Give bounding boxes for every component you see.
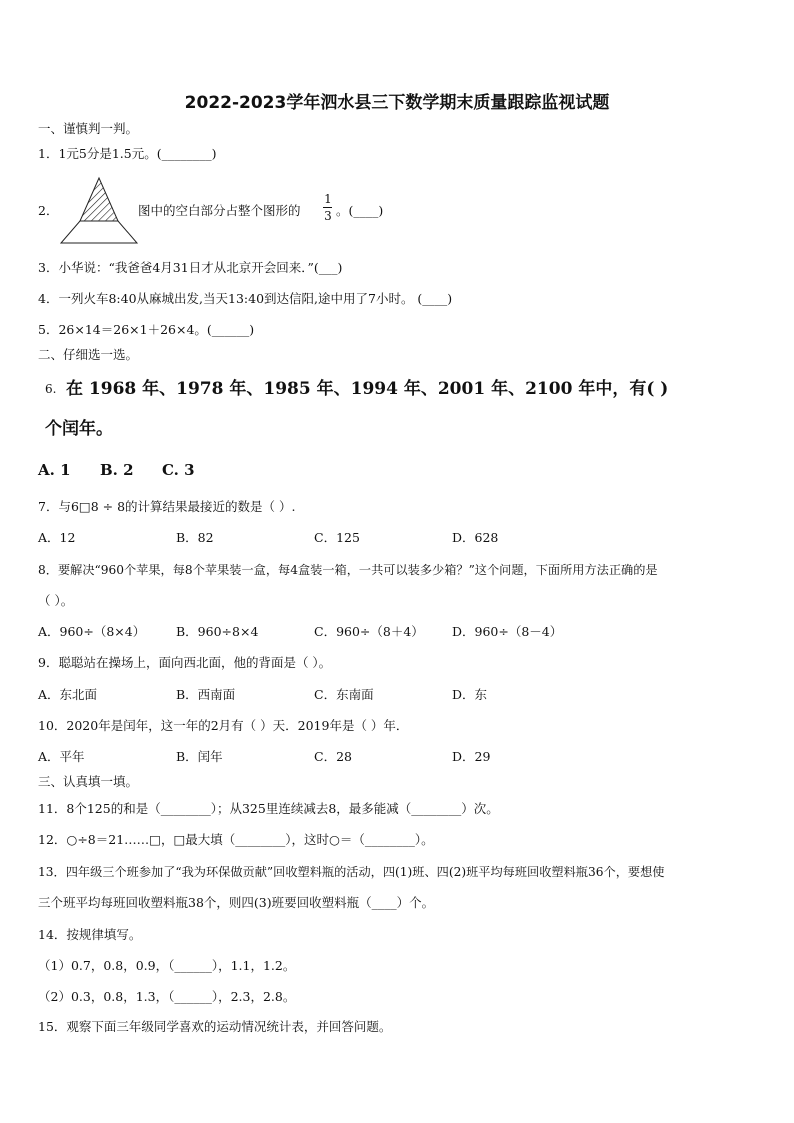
fraction-bar (323, 207, 332, 208)
triangle-figure (58, 176, 140, 246)
q7-option-d: D．628 (452, 530, 499, 545)
q6-option-c: C. 3 (162, 461, 195, 479)
q8-option-c: C．960÷（8＋4） (314, 624, 424, 639)
question-10: 10．2020年是闰年，这一年的2月有（ ）天．2019年是（ ）年． (38, 718, 409, 733)
question-13-line-1: 13．四年级三个班参加了“我为环保做贡献”回收塑料瓶的活动，四(1)班、四(2)班平均每班回收塑料瓶36个，要想使 (38, 865, 665, 879)
q7-option-a: A．12 (38, 530, 76, 545)
q7-option-b: B．82 (176, 530, 214, 545)
q10-option-a: A．平年 (38, 749, 85, 764)
question-5: 5．26×14＝26×1＋26×4。(______) (38, 322, 255, 337)
question-9: 9．聪聪站在操场上，面向西北面，他的背面是（ ）。 (38, 655, 332, 670)
question-14-part-2: （2）0.3，0.8，1.3，（______），2.3，2.8。 (38, 989, 296, 1004)
q10-option-d: D．29 (452, 749, 491, 764)
question-4: 4．一列火车8:40从麻城出发,当天13:40到达信阳,途中用了7小时。 (____) (38, 291, 453, 306)
question-11: 11．8个125的和是（________）；从325里连续减去8，最多能减（________）次。 (38, 801, 499, 816)
question-1: 1．1元5分是1.5元。(________) (38, 146, 217, 161)
section-heading-2: 二、仔细选一选。 (38, 347, 139, 362)
question-6-number: 6. (45, 382, 57, 396)
question-2-tail: 。(____) (336, 203, 384, 218)
q8-option-d: D．960÷（8－4） (452, 624, 563, 639)
q9-option-c: C．东南面 (314, 687, 374, 702)
question-14-part-1: （1）0.7，0.8，0.9，（______），1.1，1.2。 (38, 958, 296, 973)
question-13-line-2: 三个班平均每班回收塑料瓶38个，则四(3)班要回收塑料瓶（____）个。 (38, 895, 435, 910)
fraction-numerator: 1 (324, 192, 332, 206)
question-12: 12．○÷8＝21……□，□最大填（________），这时○＝（________）。 (38, 832, 434, 847)
q10-option-c: C．28 (314, 749, 352, 764)
q6-option-b: B. 2 (100, 461, 134, 479)
q10-option-b: B．闰年 (176, 749, 223, 764)
q8-option-a: A．960÷（8×4） (38, 624, 146, 639)
question-2-number: 2． (38, 203, 59, 218)
q9-option-d: D．东 (452, 687, 488, 702)
question-2-text: 图中的空白部分占整个图形的 (138, 203, 301, 218)
question-6-line-1: 在 1968 年、1978 年、1985 年、1994 年、2001 年、2100 年中，有( ) (66, 379, 669, 399)
q9-option-b: B．西南面 (176, 687, 236, 702)
section-heading-3: 三、认真填一填。 (38, 774, 139, 789)
page-title: 2022-2023学年泗水县三下数学期末质量跟踪监视试题 (184, 93, 610, 113)
question-3: 3．小华说：“我爸爸4月31日才从北京开会回来．”(___) (38, 260, 343, 275)
section-heading-1: 一、谨慎判一判。 (38, 121, 139, 136)
q9-option-a: A．东北面 (38, 687, 98, 702)
question-8-line-2: （ ）。 (38, 593, 74, 608)
q7-option-c: C．125 (314, 530, 360, 545)
question-6-line-2: 个闰年。 (45, 419, 113, 439)
question-14: 14．按规律填写。 (38, 927, 142, 942)
q8-option-b: B．960÷8×4 (176, 624, 259, 639)
question-8-line-1: 8．要解决“960个苹果，每8个苹果装一盒，每4盒装一箱，一共可以装多少箱？”这个问题，下面所用方法正确的是 (38, 563, 658, 577)
fraction-denominator: 3 (324, 209, 332, 223)
q6-option-a: A. 1 (38, 461, 71, 479)
question-7: 7．与6□8 ÷ 8的计算结果最接近的数是（ ）. (38, 499, 296, 514)
question-15: 15．观察下面三年级同学喜欢的运动情况统计表，并回答问题。 (38, 1019, 392, 1034)
